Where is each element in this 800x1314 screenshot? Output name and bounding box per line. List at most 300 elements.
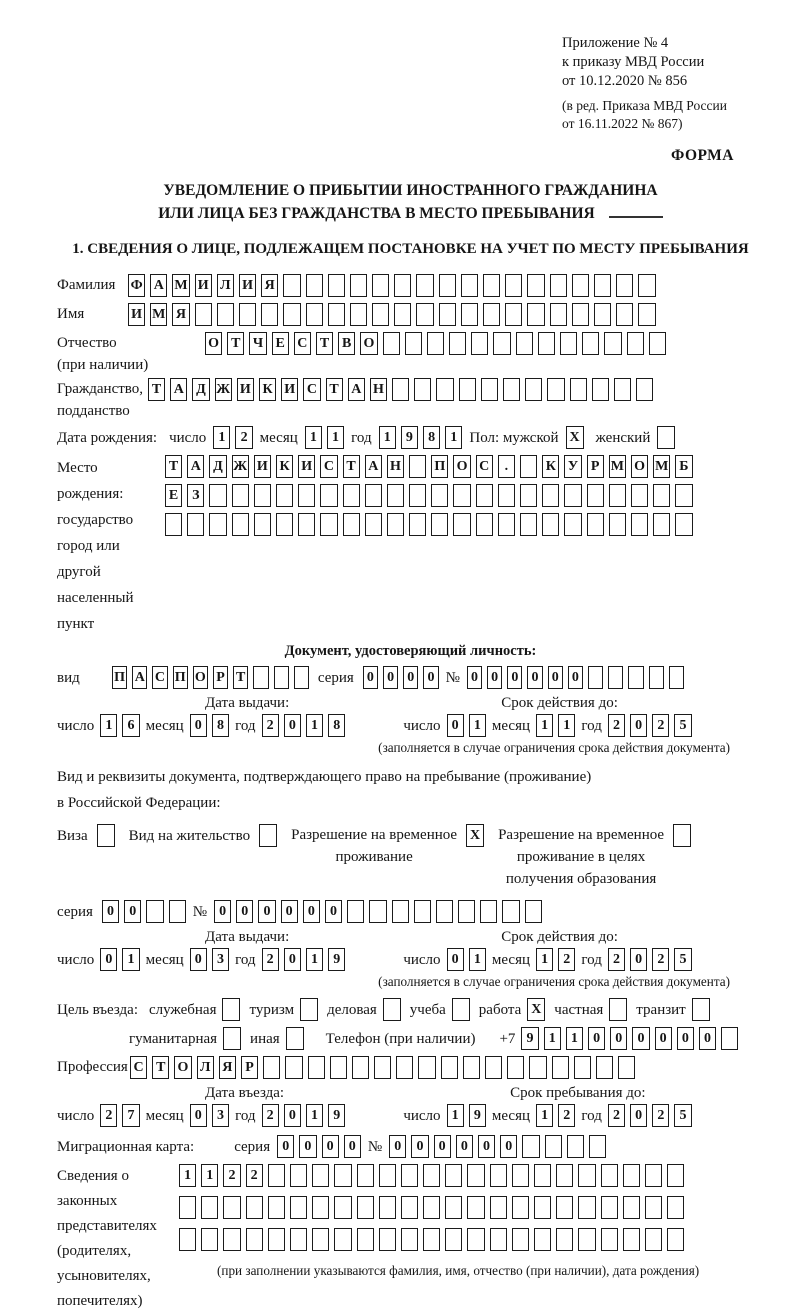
char-cell: 0	[630, 714, 647, 737]
char-cell: Е	[272, 332, 289, 355]
char-cell	[445, 1196, 462, 1219]
char-cell	[609, 484, 626, 507]
month-label: месяц	[259, 429, 298, 446]
char-cell	[667, 1196, 684, 1219]
given-name-cells	[128, 303, 656, 326]
char-cell: О	[174, 1056, 191, 1079]
char-cell	[276, 513, 293, 536]
char-cell: Ф	[128, 274, 145, 297]
form-label: ФОРМА	[670, 147, 734, 164]
char-cell	[547, 378, 564, 401]
char-cell: 0	[610, 1027, 627, 1050]
char-cell: 9	[521, 1027, 538, 1050]
char-cell: 2	[608, 714, 625, 737]
doc-dates-row	[57, 714, 764, 737]
char-cell	[374, 1056, 391, 1079]
purpose-private-checkbox	[609, 998, 627, 1021]
surname-label: Фамилия	[57, 277, 116, 293]
char-cell: 1	[306, 948, 323, 971]
char-cell: 8	[212, 714, 229, 737]
char-cell	[520, 484, 537, 507]
char-cell: 5	[674, 1104, 691, 1127]
char-cell	[423, 1164, 440, 1187]
char-cell	[441, 1056, 458, 1079]
char-cell	[379, 1228, 396, 1251]
annex-line: Приложение № 4	[562, 35, 669, 51]
char-cell	[638, 303, 655, 326]
char-cell: 1	[306, 1104, 323, 1127]
char-cell	[527, 303, 544, 326]
citizenship-label2: подданство	[57, 403, 130, 419]
char-cell	[675, 513, 692, 536]
char-cell	[636, 378, 653, 401]
char-cell	[392, 378, 409, 401]
char-cell	[623, 1196, 640, 1219]
char-cell: О	[205, 332, 222, 355]
char-cell: 0	[630, 948, 647, 971]
char-cell	[505, 303, 522, 326]
year-label: год	[581, 1107, 602, 1124]
char-cell: 0	[344, 1135, 361, 1158]
char-cell	[312, 1196, 329, 1219]
birth-place-label4: населенный пункт	[57, 590, 134, 632]
profession-cells	[130, 1056, 635, 1079]
entry-dates-row	[57, 1104, 764, 1127]
char-cell: М	[609, 455, 626, 478]
char-cell: 0	[507, 666, 522, 689]
char-cell: 1	[536, 714, 553, 737]
entry-day-cells	[100, 1104, 139, 1127]
char-cell	[427, 332, 444, 355]
surname-cells	[128, 274, 656, 297]
temp-permit-edu-checkbox	[673, 824, 691, 847]
month-label: месяц	[491, 951, 531, 968]
char-cell	[667, 1228, 684, 1251]
char-cell	[283, 274, 300, 297]
birth-place-label2: государство	[57, 512, 134, 528]
char-cell	[721, 1027, 738, 1050]
entry-month-cells	[190, 1104, 229, 1127]
char-cell	[369, 900, 386, 923]
char-cell: 0	[190, 948, 207, 971]
doc-valid-day-cells	[447, 714, 486, 737]
char-cell: 1	[179, 1164, 196, 1187]
char-cell	[463, 1056, 480, 1079]
char-cell: 0	[389, 1135, 406, 1158]
char-cell: 0	[102, 900, 119, 923]
char-cell	[387, 513, 404, 536]
char-cell	[507, 1056, 524, 1079]
patronymic-note: (при наличии)	[57, 357, 149, 373]
char-cell	[343, 484, 360, 507]
char-cell	[498, 513, 515, 536]
char-cell: А	[170, 378, 187, 401]
char-cell	[560, 332, 577, 355]
char-cell	[357, 1228, 374, 1251]
birth-place-cells-3	[165, 513, 693, 536]
char-cell: Н	[387, 455, 404, 478]
doc-kind-label: вид	[57, 669, 80, 686]
char-cell	[505, 274, 522, 297]
char-cell: 0	[447, 948, 464, 971]
char-cell	[423, 1228, 440, 1251]
char-cell	[298, 484, 315, 507]
char-cell	[431, 513, 448, 536]
purpose-business-checkbox	[383, 998, 401, 1021]
permit-valid-month-cells	[536, 948, 575, 971]
char-cell	[461, 274, 478, 297]
citizenship-label: Гражданство,	[57, 381, 144, 397]
char-cell	[490, 1196, 507, 1219]
residence-permit-checkbox	[259, 824, 277, 847]
char-cell: 1	[469, 714, 486, 737]
char-cell	[383, 332, 400, 355]
char-cell	[631, 484, 648, 507]
profession-row	[57, 1056, 764, 1079]
char-cell: С	[130, 1056, 147, 1079]
char-cell	[552, 1056, 569, 1079]
char-cell	[538, 332, 555, 355]
permit-issue-year-cells	[262, 948, 346, 971]
char-cell: Л	[197, 1056, 214, 1079]
char-cell	[350, 274, 367, 297]
representatives-cells-2	[179, 1196, 699, 1219]
char-cell	[572, 274, 589, 297]
char-cell: .	[498, 455, 515, 478]
char-cell	[372, 303, 389, 326]
char-cell	[592, 378, 609, 401]
char-cell: Я	[261, 274, 278, 297]
char-cell: 1	[122, 948, 139, 971]
doc-valid-year-cells	[608, 714, 692, 737]
purpose-item-label: работа	[478, 1001, 522, 1018]
migration-card-label: Миграционная карта:	[57, 1138, 195, 1155]
validity-note: (заполняется в случае ограничения срока действия документа)	[378, 974, 730, 989]
char-cell: 0	[100, 948, 117, 971]
char-cell	[604, 332, 621, 355]
char-cell	[516, 332, 533, 355]
char-cell: П	[431, 455, 448, 478]
purpose-item-label: гуманитарная	[129, 1030, 218, 1047]
char-cell	[608, 666, 623, 689]
male-checkbox: X	[566, 426, 584, 449]
char-cell	[483, 274, 500, 297]
year-label: год	[581, 717, 602, 734]
char-cell	[638, 274, 655, 297]
char-cell	[525, 900, 542, 923]
char-cell: М	[653, 455, 670, 478]
residence-permit-label: Вид на жительство	[128, 828, 251, 844]
char-cell	[409, 513, 426, 536]
char-cell: Т	[165, 455, 182, 478]
char-cell: Ж	[215, 378, 232, 401]
birth-place-label: Место рождения:	[57, 460, 124, 502]
doc-issue-year-cells	[262, 714, 346, 737]
char-cell: А	[365, 455, 382, 478]
char-cell	[254, 513, 271, 536]
char-cell: 0	[467, 666, 482, 689]
char-cell	[534, 1196, 551, 1219]
char-cell	[372, 274, 389, 297]
char-cell	[645, 1228, 662, 1251]
sex-male-label: Пол: мужской	[469, 429, 559, 446]
char-cell: У	[564, 455, 581, 478]
char-cell	[570, 378, 587, 401]
char-cell	[461, 303, 478, 326]
char-cell: И	[239, 274, 256, 297]
citizenship-row	[57, 378, 764, 422]
char-cell	[449, 332, 466, 355]
char-cell	[179, 1228, 196, 1251]
char-cell: 8	[328, 714, 345, 737]
char-cell	[485, 1056, 502, 1079]
char-cell	[165, 513, 182, 536]
day-label: число	[57, 951, 95, 968]
phone-prefix: +7	[499, 1030, 516, 1047]
patronymic-cells	[205, 332, 666, 355]
char-cell: 2	[652, 948, 669, 971]
char-cell	[298, 513, 315, 536]
char-cell: 2	[558, 1104, 575, 1127]
char-cell: 0	[632, 1027, 649, 1050]
char-cell: 0	[487, 666, 502, 689]
representatives-cells-3	[179, 1228, 699, 1251]
birth-month-cells	[305, 426, 344, 449]
permit-number-cells	[214, 900, 542, 923]
char-cell: 1	[306, 714, 323, 737]
char-cell	[564, 484, 581, 507]
char-cell: 5	[674, 948, 691, 971]
entry-year-cells	[262, 1104, 346, 1127]
char-cell	[481, 378, 498, 401]
char-cell: А	[187, 455, 204, 478]
permit-number-label: №	[192, 903, 207, 920]
char-cell: 8	[423, 426, 440, 449]
char-cell: 0	[236, 900, 253, 923]
char-cell	[616, 303, 633, 326]
char-cell	[578, 1228, 595, 1251]
permit-valid-until-header: Срок действия до:	[501, 929, 618, 945]
char-cell: 0	[699, 1027, 716, 1050]
char-cell	[556, 1164, 573, 1187]
permit-type-row: Виза Вид на жительство Разрешение на временное проживание X Разрешение на временное проживание в целях получения образования	[57, 824, 764, 890]
month-label: месяц	[145, 951, 184, 968]
char-cell	[268, 1164, 285, 1187]
char-cell	[458, 900, 475, 923]
representatives-cells-1	[179, 1164, 699, 1187]
char-cell: Р	[213, 666, 228, 689]
char-cell	[628, 666, 643, 689]
char-cell: 0	[214, 900, 231, 923]
char-cell: Т	[152, 1056, 169, 1079]
female-checkbox	[657, 426, 675, 449]
char-cell: И	[195, 274, 212, 297]
char-cell: Т	[326, 378, 343, 401]
birth-place-block	[57, 455, 764, 637]
char-cell: 0	[527, 666, 542, 689]
char-cell	[387, 484, 404, 507]
purpose-other-checkbox	[286, 1027, 304, 1050]
char-cell	[394, 274, 411, 297]
char-cell: 0	[281, 900, 298, 923]
char-cell: С	[152, 666, 167, 689]
birth-place-cells-2	[165, 484, 693, 507]
char-cell	[290, 1228, 307, 1251]
patronymic-label: Отчество	[57, 335, 117, 351]
char-cell	[476, 513, 493, 536]
char-cell: О	[631, 455, 648, 478]
char-cell	[483, 303, 500, 326]
temp-permit-checkbox: X	[466, 824, 484, 847]
char-cell	[490, 1228, 507, 1251]
char-cell	[261, 303, 278, 326]
char-cell	[439, 274, 456, 297]
residence-doc-text-1: Вид и реквизиты документа, подтверждающего право на пребывание (проживание)	[57, 769, 592, 785]
char-cell	[667, 1164, 684, 1187]
char-cell	[246, 1196, 263, 1219]
birth-day-cells	[213, 426, 252, 449]
title-line-1: УВЕДОМЛЕНИЕ О ПРИБЫТИИ ИНОСТРАННОГО ГРАЖДАНИНА	[163, 182, 658, 199]
char-cell	[195, 303, 212, 326]
char-cell: 0	[630, 1104, 647, 1127]
stay-until-header: Срок пребывания до:	[510, 1085, 646, 1101]
char-cell: Я	[172, 303, 189, 326]
char-cell: 0	[411, 1135, 428, 1158]
char-cell: 0	[277, 1135, 294, 1158]
char-cell: З	[187, 484, 204, 507]
char-cell: 0	[303, 900, 320, 923]
surname-row	[57, 274, 764, 297]
char-cell: 0	[568, 666, 583, 689]
char-cell	[480, 900, 497, 923]
char-cell	[365, 513, 382, 536]
char-cell: Е	[165, 484, 182, 507]
char-cell	[653, 484, 670, 507]
char-cell	[396, 1056, 413, 1079]
char-cell	[330, 1056, 347, 1079]
char-cell: 2	[652, 1104, 669, 1127]
char-cell	[423, 1196, 440, 1219]
char-cell: 0	[190, 714, 207, 737]
char-cell: 7	[122, 1104, 139, 1127]
char-cell	[467, 1196, 484, 1219]
char-cell	[239, 303, 256, 326]
char-cell	[618, 1056, 635, 1079]
char-cell: 0	[434, 1135, 451, 1158]
char-cell: 0	[124, 900, 141, 923]
char-cell: И	[128, 303, 145, 326]
char-cell: 0	[284, 714, 301, 737]
char-cell	[529, 1056, 546, 1079]
char-cell: О	[193, 666, 208, 689]
year-label: год	[235, 951, 256, 968]
migration-card-row	[57, 1135, 764, 1158]
char-cell: 0	[447, 714, 464, 737]
char-cell: 1	[100, 714, 117, 737]
char-cell	[601, 1196, 618, 1219]
char-cell	[574, 1056, 591, 1079]
stay-month-cells	[536, 1104, 575, 1127]
permit-series-cells	[102, 900, 186, 923]
char-cell	[268, 1196, 285, 1219]
given-name-label: Имя	[57, 306, 85, 322]
representatives-note: (при заполнении указываются фамилия, имя, отчество (при наличии), дата рождения)	[217, 1263, 700, 1278]
char-cell: 9	[401, 426, 418, 449]
char-cell	[542, 513, 559, 536]
char-cell: 1	[558, 714, 575, 737]
char-cell	[520, 455, 537, 478]
char-cell	[350, 303, 367, 326]
char-cell: Р	[241, 1056, 258, 1079]
char-cell: Н	[370, 378, 387, 401]
char-cell: Я	[219, 1056, 236, 1079]
char-cell: 9	[328, 948, 345, 971]
char-cell: 0	[383, 666, 398, 689]
char-cell: 0	[190, 1104, 207, 1127]
year-label: год	[235, 717, 256, 734]
char-cell: И	[237, 378, 254, 401]
char-cell	[343, 513, 360, 536]
char-cell: 2	[100, 1104, 117, 1127]
char-cell: 2	[608, 1104, 625, 1127]
char-cell	[223, 1228, 240, 1251]
char-cell	[556, 1228, 573, 1251]
doc-number-cells	[467, 666, 684, 689]
char-cell	[209, 513, 226, 536]
char-cell	[550, 274, 567, 297]
char-cell: 1	[445, 426, 462, 449]
blank-underline	[609, 203, 663, 218]
char-cell	[503, 378, 520, 401]
residence-doc-text-2: в Российской Федерации:	[57, 795, 221, 811]
char-cell	[431, 484, 448, 507]
page-title	[57, 179, 764, 225]
char-cell	[179, 1196, 196, 1219]
day-label: число	[169, 429, 207, 446]
id-document-header: Документ, удостоверяющий личность:	[284, 643, 537, 659]
entry-purpose-row	[57, 998, 764, 1021]
permit-issue-month-cells	[190, 948, 229, 971]
char-cell	[414, 900, 431, 923]
char-cell: С	[294, 332, 311, 355]
mig-number-cells	[389, 1135, 606, 1158]
char-cell: К	[259, 378, 276, 401]
char-cell: 1	[566, 1027, 583, 1050]
char-cell: 0	[325, 900, 342, 923]
char-cell	[201, 1228, 218, 1251]
char-cell	[263, 1056, 280, 1079]
annex-line: к приказу МВД России	[562, 54, 705, 70]
char-cell: 0	[363, 666, 378, 689]
char-cell	[416, 274, 433, 297]
doc-series-cells	[363, 666, 439, 689]
char-cell	[567, 1135, 584, 1158]
temp-permit-edu-label: Разрешение на временное	[498, 827, 665, 843]
char-cell	[623, 1228, 640, 1251]
char-cell	[445, 1228, 462, 1251]
char-cell	[285, 1056, 302, 1079]
char-cell: 3	[212, 1104, 229, 1127]
entry-date-header: Дата въезда:	[205, 1085, 285, 1101]
char-cell	[467, 1228, 484, 1251]
char-cell: 2	[262, 948, 279, 971]
year-label: год	[581, 951, 602, 968]
doc-valid-until-header: Срок действия до:	[501, 695, 618, 711]
doc-number-label: №	[445, 669, 460, 686]
revision-line: (в ред. Приказа МВД России	[562, 98, 727, 113]
char-cell	[534, 1164, 551, 1187]
char-cell	[254, 484, 271, 507]
